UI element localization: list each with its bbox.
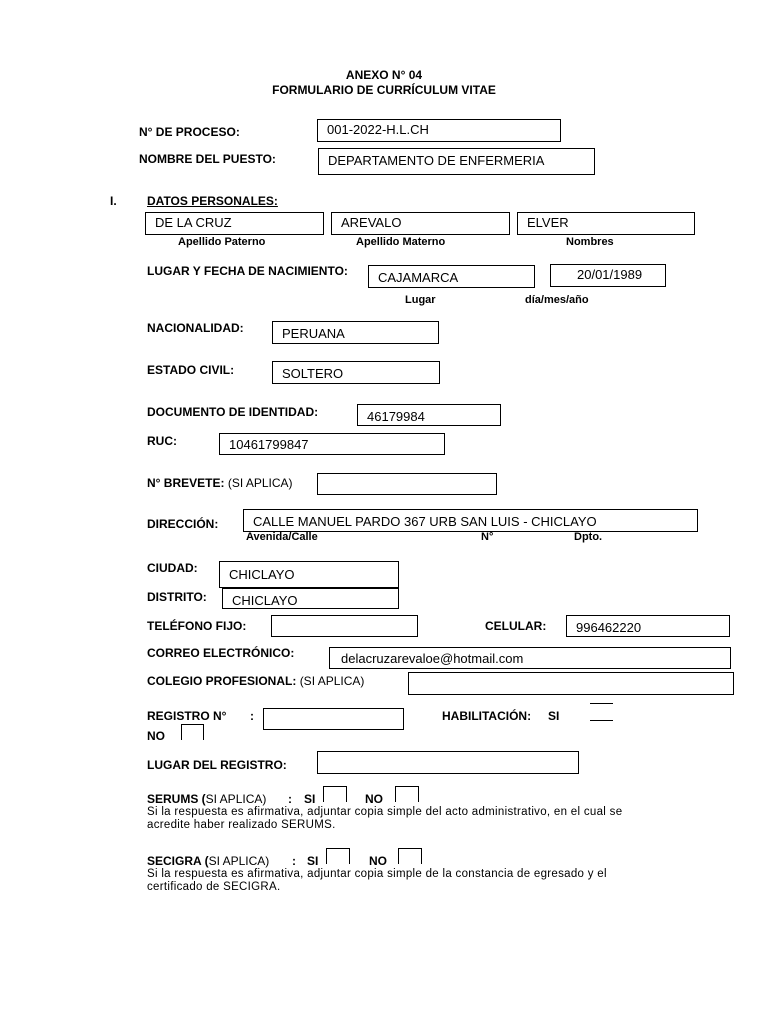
registry-label: REGISTRO N° bbox=[147, 709, 227, 723]
street-caption: Avenida/Calle bbox=[246, 531, 318, 543]
secigra-note-line1: Si la respuesta es afirmativa, adjuntar copia simple de la constancia de egresado y el bbox=[147, 868, 607, 880]
mobile-field[interactable]: 996462220 bbox=[566, 615, 730, 637]
email-field[interactable]: delacruzarevaloe@hotmail.com bbox=[329, 647, 731, 669]
ruc-label: RUC: bbox=[147, 434, 177, 448]
section-number: I. bbox=[110, 194, 117, 208]
annex-title: ANEXO N° 04 bbox=[345, 68, 423, 82]
serums-no-checkbox[interactable] bbox=[395, 786, 419, 802]
maternal-caption: Apellido Materno bbox=[356, 236, 446, 248]
form-title: FORMULARIO DE CURRÍCULUM VITAE bbox=[272, 83, 496, 97]
serums-yes-label: SI bbox=[304, 792, 316, 806]
habilitation-label: HABILITACIÓN: bbox=[442, 709, 532, 723]
college-label: COLEGIO PROFESIONAL: bbox=[147, 674, 297, 688]
district-label: DISTRITO: bbox=[147, 590, 207, 604]
secigra-note: SI APLICA) bbox=[208, 854, 270, 868]
secigra-label: SECIGRA ( bbox=[147, 854, 209, 868]
college-note: (SI APLICA) bbox=[299, 674, 365, 688]
city-label: CIUDAD: bbox=[147, 561, 198, 575]
position-label: NOMBRE DEL PUESTO: bbox=[139, 152, 276, 166]
habilitation-no-label: NO bbox=[147, 729, 165, 743]
license-note: (SI APLICA) bbox=[227, 476, 293, 490]
serums-note: SI APLICA) bbox=[205, 792, 267, 806]
address-field[interactable]: CALLE MANUEL PARDO 367 URB SAN LUIS - CHICLAYO bbox=[243, 509, 698, 532]
registry-colon: : bbox=[250, 709, 254, 723]
birth-label: LUGAR Y FECHA DE NACIMIENTO: bbox=[147, 264, 348, 278]
id-document-label: DOCUMENTO DE IDENTIDAD: bbox=[147, 405, 319, 419]
position-field[interactable]: DEPARTAMENTO DE ENFERMERIA bbox=[318, 148, 595, 175]
given-names-field[interactable]: ELVER bbox=[517, 212, 695, 235]
habilitation-no-checkbox[interactable] bbox=[181, 724, 204, 740]
secigra-no-checkbox[interactable] bbox=[398, 848, 422, 864]
serums-colon: : bbox=[288, 792, 292, 806]
section-title: DATOS PERSONALES: bbox=[147, 194, 278, 208]
habilitation-yes-label: SI bbox=[548, 709, 560, 723]
process-field[interactable]: 001-2022-H.L.CH bbox=[317, 119, 561, 142]
serums-label: SERUMS ( bbox=[147, 792, 206, 806]
secigra-yes-checkbox[interactable] bbox=[326, 848, 350, 864]
ruc-field[interactable]: 10461799847 bbox=[219, 433, 445, 455]
secigra-note-line2: certificado de SECIGRA. bbox=[147, 881, 281, 893]
civil-status-field[interactable]: SOLTERO bbox=[272, 361, 440, 384]
dept-caption: Dpto. bbox=[574, 531, 603, 543]
serums-no-label: NO bbox=[365, 792, 383, 806]
serums-note-line1: Si la respuesta es afirmativa, adjuntar copia simple del acto administrativo, en el cual se bbox=[147, 806, 623, 818]
paternal-caption: Apellido Paterno bbox=[178, 236, 266, 248]
process-label: N° DE PROCESO: bbox=[139, 125, 240, 139]
habilitation-yes-checkbox[interactable] bbox=[590, 720, 613, 721]
college-field[interactable] bbox=[408, 672, 734, 695]
civil-status-label: ESTADO CIVIL: bbox=[147, 363, 235, 377]
id-document-field[interactable]: 46179984 bbox=[357, 404, 501, 426]
maternal-surname-field[interactable]: AREVALO bbox=[331, 212, 510, 235]
phone-field[interactable] bbox=[271, 615, 418, 637]
birth-date-field[interactable]: 20/01/1989 bbox=[550, 264, 666, 287]
license-field[interactable] bbox=[317, 473, 497, 495]
phone-label: TELÉFONO FIJO: bbox=[147, 619, 247, 633]
serums-yes-checkbox[interactable] bbox=[323, 786, 347, 802]
given-caption: Nombres bbox=[566, 236, 614, 248]
birth-date-caption: día/mes/año bbox=[525, 294, 589, 306]
paternal-surname-field[interactable]: DE LA CRUZ bbox=[145, 212, 324, 235]
city-field[interactable]: CHICLAYO bbox=[219, 561, 399, 588]
birth-place-field[interactable]: CAJAMARCA bbox=[368, 265, 535, 288]
nationality-field[interactable]: PERUANA bbox=[272, 321, 439, 344]
license-label: N° BREVETE: bbox=[147, 476, 225, 490]
address-label: DIRECCIÓN: bbox=[147, 517, 219, 531]
secigra-yes-label: SI bbox=[307, 854, 319, 868]
habilitation-line-top bbox=[590, 703, 613, 704]
mobile-label: CELULAR: bbox=[485, 619, 547, 633]
number-caption: N° bbox=[481, 531, 494, 543]
registry-field[interactable] bbox=[263, 708, 404, 730]
nationality-label: NACIONALIDAD: bbox=[147, 321, 244, 335]
secigra-colon: : bbox=[292, 854, 296, 868]
serums-note-line2: acredite haber realizado SERUMS. bbox=[147, 819, 336, 831]
birth-place-caption: Lugar bbox=[405, 294, 436, 306]
email-label: CORREO ELECTRÓNICO: bbox=[147, 646, 295, 660]
district-field[interactable]: CHICLAYO bbox=[222, 588, 399, 609]
secigra-no-label: NO bbox=[369, 854, 387, 868]
registry-place-field[interactable] bbox=[317, 751, 579, 774]
registry-place-label: LUGAR DEL REGISTRO: bbox=[147, 758, 287, 772]
